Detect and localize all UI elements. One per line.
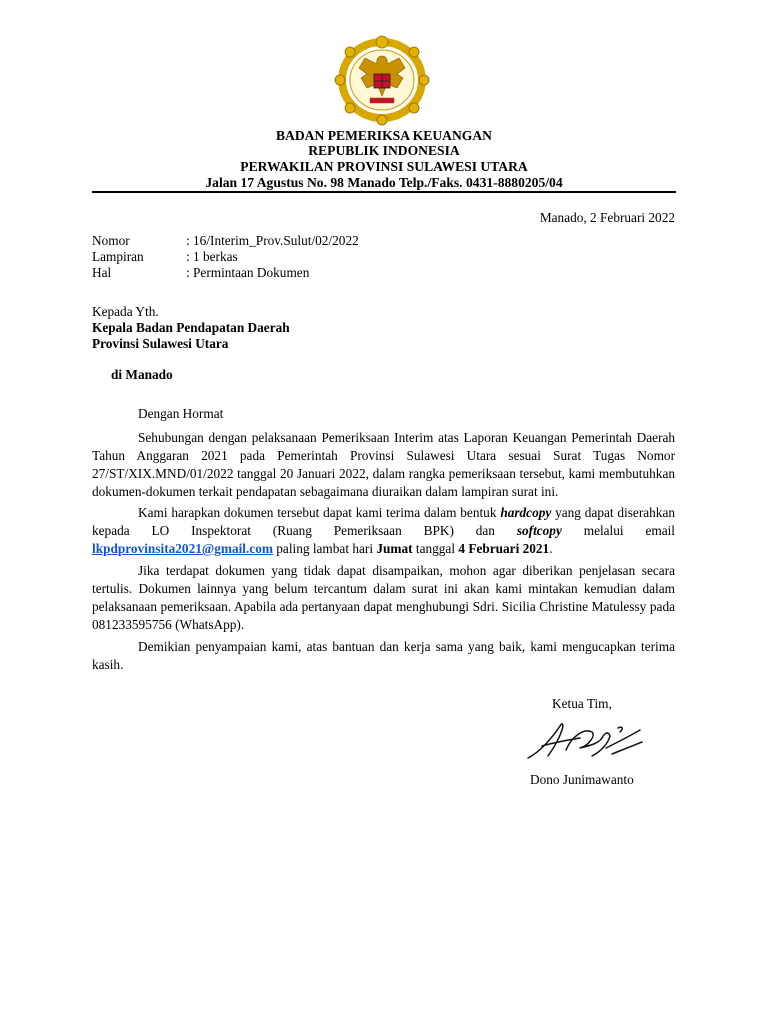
body-paragraph-3: Jika terdapat dokumen yang tidak dapat disampaikan, mohon agar diberikan penjelasan secara tertulis. Dokumen lainnya yang belum tercantum dalam surat ini akan kami mintakan kemudian dalam pelaksanaan pemeriksaan. Apabila ada pertanyaan dapat menghubungi Sdri. Sicilia Christine Matulessy pada 081233595756 (WhatsApp). xyxy=(92,563,675,632)
meta-label: Hal xyxy=(92,265,112,280)
kop-line-2: REPUBLIK INDONESIA xyxy=(308,143,460,158)
deadline-date: 4 Februari 2021 xyxy=(458,541,550,556)
signer-role: Ketua Tim, xyxy=(552,696,612,711)
email-link[interactable]: lkpdprovinsita2021@gmail.com xyxy=(92,541,273,556)
meta-value: : 1 berkas xyxy=(186,249,238,264)
recipient-name: Kepala Badan Pendapatan Daerah xyxy=(92,320,290,335)
kop-line-1: BADAN PEMERIKSA KEUANGAN xyxy=(275,128,492,143)
recipient-place: di Manado xyxy=(111,367,173,382)
recipient-greeting: Kepada Yth. xyxy=(92,304,159,319)
recipient-org: Provinsi Sulawesi Utara xyxy=(92,336,229,351)
meta-value: : Permintaan Dokumen xyxy=(186,265,310,280)
bpk-emblem-logo xyxy=(330,34,434,126)
handwritten-signature xyxy=(522,716,646,764)
kop-line-3: PERWAKILAN PROVINSI SULAWESI UTARA xyxy=(240,159,528,174)
body-paragraph-1: Sehubungan dengan pelaksanaan Pemeriksaan Interim atas Laporan Keuangan Pemerintah Daerah Tahun Anggaran 2021 pada Pemerintah Provinsi Sulawesi Utara sesuai Surat Tugas Nomor 27/ST/XIX.MND/01/2022 tanggal 20 Januari 2022, dalam rangka pemeriksaan tersebut, kami membutuhkan dokumen-dokumen terkait pendapatan sebagaimana diuraikan dalam lampiran surat ini. xyxy=(92,430,675,499)
meta-label: Lampiran xyxy=(92,249,144,264)
meta-label: Nomor xyxy=(92,233,130,248)
deadline-day: Jumat xyxy=(376,541,413,556)
meta-value: : 16/Interim_Prov.Sulut/02/2022 xyxy=(186,233,359,248)
salutation: Dengan Hormat xyxy=(138,406,224,421)
header-divider xyxy=(92,191,676,193)
kop-line-4: Jalan 17 Agustus No. 98 Manado Telp./Faks. 0431-8880205/04 xyxy=(205,175,563,190)
signer-name: Dono Junimawanto xyxy=(530,772,634,787)
softcopy-term: softcopy xyxy=(516,523,562,538)
body-paragraph-2: Kami harapkan dokumen tersebut dapat kami terima dalam bentuk hardcopy yang dapat diserahkan kepada LO Inspektorat (Ruang Pemeriksaan BPK) dan softcopy melalui email lkpdprovinsita2021@gmail.com paling lambat hari Jumat tanggal 4 Februari 2021. xyxy=(92,505,675,556)
hardcopy-term: hardcopy xyxy=(500,505,552,520)
body-paragraph-4: Demikian penyampaian kami, atas bantuan dan kerja sama yang baik, kami mengucapkan terima kasih. xyxy=(92,639,675,672)
letter-date: Manado, 2 Februari 2022 xyxy=(539,210,675,225)
